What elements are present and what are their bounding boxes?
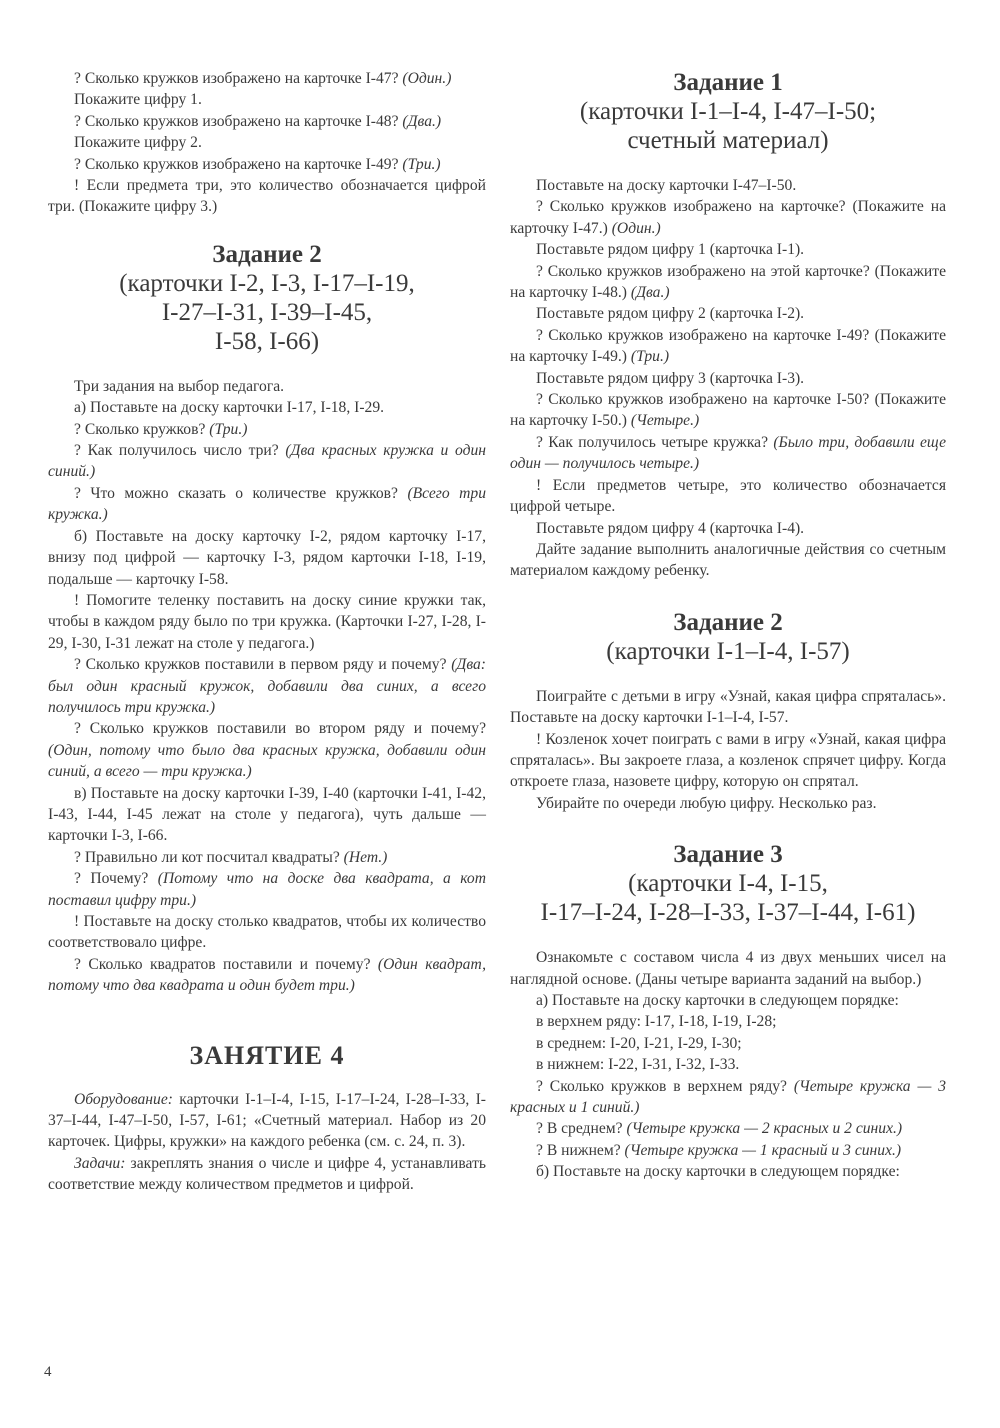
page-number: 4 bbox=[44, 1364, 52, 1380]
answer-text: (Два красных кружка и один синий.) bbox=[48, 442, 486, 481]
paragraph: Поставьте на доску карточки I-47–I-50. bbox=[536, 177, 797, 194]
answer-text: (Один квадрат, потому что два квадрата и один будет три.) bbox=[48, 955, 486, 995]
paragraph: Покажите цифру 1. bbox=[74, 91, 202, 109]
answer-text: (Три.) bbox=[630, 348, 670, 366]
paragraph bbox=[510, 325, 946, 368]
paragraph bbox=[510, 432, 946, 475]
answer-text: (Четыре кружка — 3 красных и 1 синий.) bbox=[510, 1077, 946, 1116]
paragraph bbox=[48, 419, 486, 440]
answer-text: (Два.) bbox=[402, 112, 442, 130]
question-text: ? Сколько кружков поставили во втором ряду и почему? bbox=[74, 720, 486, 738]
task-2-subtitle: I-58, I-66) bbox=[214, 327, 320, 355]
paragraph bbox=[48, 154, 486, 175]
task-1-heading: Задание 1 bbox=[673, 69, 783, 96]
paragraph: Поставьте рядом цифру 4 (карточка I-4). bbox=[536, 519, 805, 537]
answer-text: (Нет.) bbox=[343, 848, 388, 866]
paragraph: Дайте задание выполнить аналогичные действия со счетным материалом каждому ребенку. bbox=[510, 540, 946, 580]
tasks-label: Задачи: bbox=[74, 1154, 126, 1172]
question-text: ? Сколько кружков изображено на карточке I-49? bbox=[74, 155, 399, 173]
question-text: ? Как получилось число три? bbox=[74, 442, 279, 460]
paragraph: а) Поставьте на доску карточки в следующем порядке: bbox=[536, 991, 899, 1009]
answer-text: (Три.) bbox=[402, 155, 441, 173]
question-text: ? Правильно ли кот посчитал квадраты? bbox=[74, 848, 340, 866]
task-3-heading: Задание 3 bbox=[673, 841, 783, 869]
answer-text: (Три.) bbox=[209, 420, 248, 438]
question-text: ? Почему? bbox=[74, 870, 149, 888]
left-column bbox=[48, 68, 486, 1196]
question-text: ? Сколько кружков изображено на карточке I-47? bbox=[74, 70, 399, 87]
paragraph: а) Поставьте на доску карточки I-17, I-18, I-29. bbox=[74, 399, 385, 417]
question-text: ? Сколько кружков в верхнем ряду? bbox=[536, 1077, 787, 1095]
paragraph: ! Козленок хочет поиграть с вами в игру «Узнай, какая цифра спряталась». Вы закроете глаза, а козленок спрячет цифру. Когда откроете глаза, назовете цифру, которую он спрятал. bbox=[510, 730, 946, 791]
task-2-heading: Задание 2 bbox=[212, 240, 322, 268]
paragraph: Ознакомьте с составом числа 4 из двух меньших чисел на наглядной основе. (Даны четыре варианта заданий на выбор.) bbox=[510, 949, 946, 988]
question-text: ? Сколько кружков поставили в первом ряду и почему? bbox=[74, 656, 447, 674]
question-text: ? Сколько кружков изображено на карточке I-50? (Покажите на карточку I-50.) bbox=[510, 391, 946, 430]
paragraph: Поставьте рядом цифру 1 (карточка I-1). bbox=[536, 241, 805, 259]
question-text: ? Сколько кружков изображено на карточке? (Покажите на карточку I-47.) bbox=[510, 198, 946, 237]
equipment-label: Оборудование: bbox=[74, 1090, 173, 1108]
answer-text: (Всего три кружка.) bbox=[48, 484, 487, 524]
paragraph bbox=[48, 868, 486, 911]
paragraph bbox=[48, 483, 486, 526]
paragraph bbox=[510, 261, 946, 304]
answer-text: (Два: был один красный кружок, добавили два синих, а всего получилось три кружка.) bbox=[48, 656, 486, 716]
paragraph: б) Поставьте на доску карточку I-2, рядом карточку I-17, внизу под цифрой — карточку I-3, рядом карточки I-18, I-19, подальше — карточку I-58. bbox=[48, 527, 486, 588]
paragraph: Три задания на выбор педагога. bbox=[74, 377, 285, 395]
paragraph: в) Поставьте на доску карточки I-39, I-40 (карточки I-41, I-42, I-43, I-44, I-45 лежат на столе у педагога), чуть дальше — карточки I-3, I-66. bbox=[48, 784, 486, 845]
row-line: в верхнем ряду: I-17, I-18, I-19, I-28; bbox=[536, 1013, 777, 1031]
paragraph bbox=[48, 111, 486, 132]
tasks-paragraph bbox=[48, 1153, 486, 1196]
task-2-subtitle: (карточки I-2, I-3, I-17–I-19, bbox=[119, 269, 415, 297]
row-line: в нижнем: I-22, I-31, I-32, I-33. bbox=[536, 1056, 740, 1074]
row-line: в среднем: I-20, I-21, I-29, I-30; bbox=[536, 1034, 742, 1052]
question-text: ? Сколько кружков изображено на этой карточке? (Покажите на карточку I-48.) bbox=[510, 262, 946, 302]
answer-text: (Четыре кружка — 2 красных и 2 синих.) bbox=[626, 1120, 903, 1138]
paragraph: Поиграйте с детьми в игру «Узнай, какая цифра спряталась». Поставьте на доску карточки I-1–I-4, I-57. bbox=[510, 687, 946, 727]
task-1-subtitle: (карточки I-1–I-4, I-47–I-50; bbox=[579, 98, 877, 125]
paragraph bbox=[510, 389, 946, 432]
paragraph bbox=[48, 718, 486, 782]
task-2-subtitle: I-27–I-31, I-39–I-45, bbox=[161, 298, 373, 326]
answer-text: (Один, потому что было два красных кружка, добавили один синий, а всего — три кружка.) bbox=[48, 741, 486, 781]
paragraph: Покажите цифру 2. bbox=[74, 134, 202, 152]
answer-text: (Два.) bbox=[630, 284, 670, 302]
task-1-subtitle: счетный материал) bbox=[627, 127, 829, 154]
paragraph: ! Поставьте на доску столько квадратов, чтобы их количество соответствовало цифре. bbox=[48, 913, 486, 952]
paragraph bbox=[48, 954, 486, 997]
answer-text: (Один.) bbox=[402, 70, 452, 87]
paragraph: б) Поставьте на доску карточки в следующем порядке: bbox=[536, 1163, 900, 1181]
equipment-text: карточки I-1–I-4, I-15, I-17–I-24, I-28–I-33, I-37–I-44, I-47–I-50, I-57, I-61; «Счетный материал. Набор из 20 карточек. Цифры, кружки» на каждого ребенка (см. с. 24, п. 3). bbox=[48, 1090, 486, 1151]
question-text: ? В нижнем? bbox=[536, 1141, 621, 1159]
answer-text: (Четыре кружка — 1 красный и 3 синих.) bbox=[624, 1141, 902, 1159]
task-3-subtitle: (карточки I-4, I-15, bbox=[628, 870, 828, 898]
paragraph: Убирайте по очереди любую цифру. Несколько раз. bbox=[536, 794, 877, 812]
paragraph: Поставьте рядом цифру 2 (карточка I-2). bbox=[536, 305, 805, 323]
task-2-subtitle: (карточки I-1–I-4, I-57) bbox=[606, 637, 850, 665]
paragraph bbox=[48, 68, 486, 89]
equipment-paragraph bbox=[48, 1089, 486, 1153]
task-2-heading: Задание 2 bbox=[673, 608, 783, 636]
question-text: ? Что можно сказать о количестве кружков? bbox=[74, 484, 398, 502]
paragraph: ! Помогите теленку поставить на доску синие кружки так, чтобы в каждом ряду было по три кружка. (Карточки I-27, I-28, I-29, I-30, I-31 лежат на столе у педагога.) bbox=[48, 591, 486, 652]
tasks-text: закреплять знания о числе и цифре 4, устанавливать соответствие между количеством предметов и цифрой. bbox=[48, 1154, 486, 1194]
question-text: ? Сколько кружков? bbox=[74, 420, 206, 438]
paragraph bbox=[510, 1118, 946, 1139]
paragraph bbox=[510, 1140, 946, 1161]
lesson-4-heading: ЗАНЯТИЕ 4 bbox=[189, 1040, 345, 1070]
paragraph bbox=[510, 1076, 946, 1119]
paragraph bbox=[48, 440, 486, 483]
question-text: ? Сколько кружков изображено на карточке I-48? bbox=[74, 112, 399, 130]
right-column bbox=[510, 68, 946, 1183]
question-text: ? Как получилось четыре кружка? bbox=[536, 433, 769, 451]
paragraph: ! Если предметов четыре, это количество обозначается цифрой четыре. bbox=[510, 476, 946, 516]
paragraph bbox=[48, 847, 486, 868]
paragraph bbox=[48, 654, 486, 718]
task-3-subtitle: I-17–I-24, I-28–I-33, I-37–I-44, I-61) bbox=[540, 899, 916, 927]
answer-text: (Четыре.) bbox=[630, 412, 700, 430]
question-text: ? В среднем? bbox=[536, 1120, 623, 1138]
paragraph: Поставьте рядом цифру 3 (карточка I-3). bbox=[536, 369, 805, 387]
paragraph bbox=[510, 196, 946, 239]
answer-text: (Потому что на доске два квадрата, а кот поставил цифру три.) bbox=[48, 870, 486, 909]
question-text: ? Сколько кружков изображено на карточке I-49? (Покажите на карточку I-49.) bbox=[510, 326, 946, 366]
answer-text: (Было три, добавили еще один — получилось четыре.) bbox=[510, 433, 946, 473]
answer-text: (Один.) bbox=[611, 219, 661, 237]
question-text: ? Сколько квадратов поставили и почему? bbox=[74, 955, 371, 973]
paragraph: ! Если предмета три, это количество обозначается цифрой три. (Покажите цифру 3.) bbox=[48, 177, 486, 216]
